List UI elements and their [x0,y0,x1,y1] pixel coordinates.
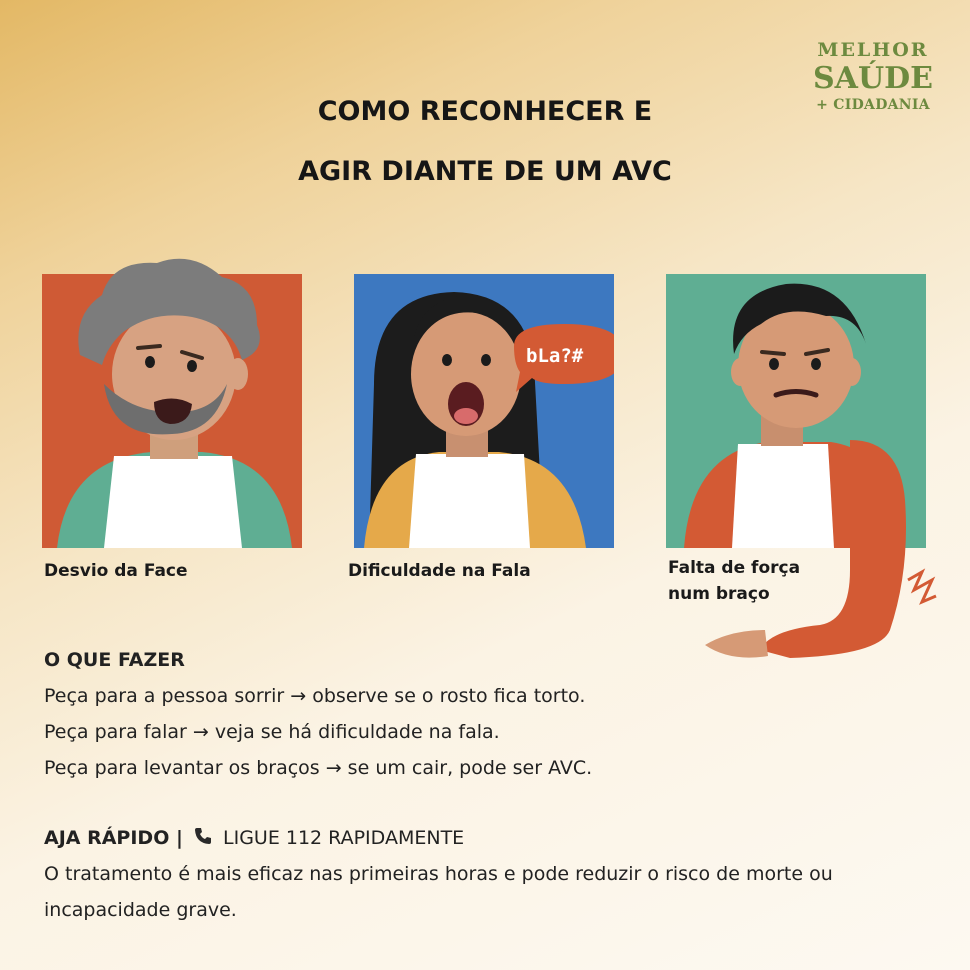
logo-line2: SAÚDE [813,61,933,96]
phone-icon [193,820,213,856]
grey-hair-shape [72,255,272,365]
card-label-arm-line1: Falta de força [668,558,801,578]
hanging-arm-shape [700,430,950,665]
treatment-note-line2: incapacidade grave. [44,899,237,921]
call-instruction: LIGUE 112 RAPIDAMENTE [223,827,465,849]
instruction-smile: Peça para a pessoa sorrir → observe se o rosto fica torto. [44,685,586,707]
what-to-do-heading: O QUE FAZER [44,649,185,671]
card-label-face: Desvio da Face [44,561,188,581]
tremor-mark-icon [908,572,936,602]
instruction-speak: Peça para falar → veja se há dificuldade na fala. [44,721,500,743]
logo-line1: MELHOR [817,39,929,61]
speech-bubble-text: bLa?# [526,345,584,367]
logo-line3: + CIDADANIA [816,97,930,113]
card-label-arm-line2: num braço [668,584,770,604]
page-title-line2: AGIR DIANTE DE UM AVC [298,156,672,187]
instruction-raise-arms: Peça para levantar os braços → se um cair, pode ser AVC. [44,757,593,779]
act-fast-heading: AJA RÁPIDO | [44,827,183,849]
card-label-speech: Dificuldade na Fala [348,561,531,581]
treatment-note-line1: O tratamento é mais eficaz nas primeiras horas e pode reduzir o risco de morte ou [44,863,833,885]
act-fast-row [44,820,464,856]
card-label-arm [668,555,828,607]
speech-difficulty-card [354,274,614,548]
page-title-line1: COMO RECONHECER E [317,96,653,127]
speech-difficulty-illustration [354,274,614,548]
